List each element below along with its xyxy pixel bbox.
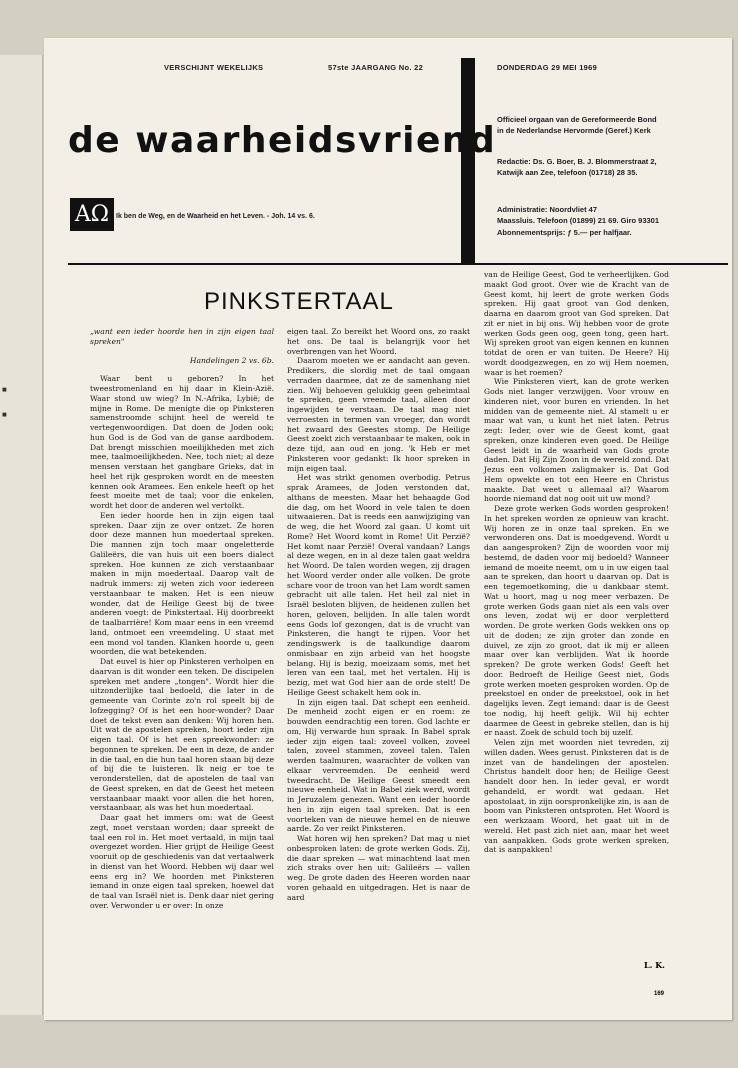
article-quote: „want een ieder hoorde hen in zijn eigen taal spreken" bbox=[90, 327, 274, 346]
paragraph: In zijn eigen taal. Dat schept een eenheid. De menheid zocht eigen er en roem: ze bouwden eendrachtig een toren. God lachte er om, Hij verwarde hun spraak. In Babel sprak ieder zijn eigen taal: zoveel volken, zoveel talen, zoveel stammen, zoveel talen. Talen werden taalmuren, waarachter de volken van elkaar vervreemden. De eenheid werd tweedracht. De Heilige Geest smeedt een nieuwe eenheid. Wat in Babel ziek werd, wordt in Jeruzalem genezen. Want een ieder hoorde hen in zijn eigen taal spreken. Dat is een voorteken van de nieuwe hemel en de nieuwe aarde. Zo ver reikt Pinksteren. bbox=[287, 697, 470, 834]
paragraph: Wat horen wij hen spreken? Dat mag u niet onbesproken laten: de grote werken Gods. Zij, die daar spreken — wat minachtend laat men zich straks over hen uit: Galileërs — vallen weg. De grote daden des Heeren worden naar voren gehaald en uitgedragen. Het is naar de aard bbox=[287, 834, 470, 902]
paragraph: van de Heilige Geest, God te verheerlijken. God maakt God groot. Over wie de Kracht van de Geest komt, hij leert de grote werken Gods spreken. Hij gaat groot van God denken, daarna en daarom groot van God spreken. Dat zit er niet in bij ons. Wij hebben voor de grote werken Gods geen oog, geen tong, geen hart. Wij spreken groot van eigen kennen en kunnen totdat de oren er van tuiten. De Heere? Hij wordt doodgezwegen, en zo wij Hem noemen, waar is het roemen? bbox=[484, 270, 669, 377]
paragraph: Het was strikt genomen overbodig. Petrus sprak Aramees, de Joden verstonden dat, althans de meesten. Maar het behaagde God die dag, om het Woord in vele talen te doen uitwaaieren. Dat is reeds een aanwijziging van de weg, die het Woord zal gaan. U komt uit Rome? Het Woord komt in Rome! Uit Perzië? Het komt naar Perzië! Overal vandaan? Langs al deze wegen, en in al deze talen gaat weldra het Woord. De talen worden wegen, zij dragen het Woord verder onder alle volken. De grote schare voor de troon van het Lam wordt samen gebracht uit alle talen. Het heil zal niet in Israël besloten blijven, de heidenen zullen het horen, geloven, belijden. In alle talen wordt eens Gods lof gezongen, dat is de vrucht van Pinksteren, die hangt te rijpen. Voor het zendingswerk is de taalkundige daarom onmisbaar en zijn arbeid van het hoogste belang. Hij is bezig, moeizaam soms, met het leren van een taal, met het vertalen. Hij is bezig, met wat God hier aan de orde stelt! De Heilige Geest schakelt hem ook in. bbox=[287, 473, 470, 697]
article-column-1 bbox=[90, 327, 274, 911]
article-column-2 bbox=[287, 327, 470, 902]
margin-mark: ■ bbox=[2, 385, 7, 394]
organ-info: Officieel orgaan van de Gereformeerde Bond in de Nederlandse Hervormde (Geref.) Kerk bbox=[497, 115, 657, 136]
admin-info: Administratie: Noordvliet 47 Maassluis. Telefoon (01899) 21 69. Giro 93301 Abonnementsprijs: ƒ 5.— per halfjaar. bbox=[497, 205, 660, 237]
page-number: 169 bbox=[654, 991, 665, 997]
masthead-motto: Ik ben de Weg, en de Waarheid en het Leven. - Joh. 14 vs. 6. bbox=[116, 213, 315, 220]
paragraph: Deze grote werken Gods worden gesproken! In het spreken worden ze opnieuw van kracht. Wij horen ze in onze taal spreken. En we verwonderen ons. Dat is moedgevend. Wordt u dan aangesproken? Zijn de woorden voor mij bestemd, de daden voor mij bedoeld? Wanneer iemand de moeite neemt, om u in uw eigen taal aan te spreken, dan hoort u daarvan op. Dat is een tegemoetkoming, die u dankbaar stemt. Wat u hoort, mag u nog meer verbazen. De grote werken Gods gaan niet als een vals over ons leven, zodat wij er door verpletterd worden. De grote werken Gods wekken ons op uit de doden; ze zijn groter dan zonde en duivel, ze zijn zo groot, dat ik mij er alleen maar over kan verblijden. Wat ik hoorde spreken? De grote werken Gods! Geeft het door. Bedroeft de Heilige Geest niet, Gods grote werken moeten gesproken worden. Op de preekstoel en onder de preekstoel, ook in het dagelijks leven. Zegt iemand: daar is de Geest toe nodig, hij heeft gelijk. Wil hij echter daarmee de Geest in gebreke stellen, dan is hij er naast. Zoek de schuld toch bij uzelf. bbox=[484, 504, 669, 738]
paragraph: Daarom moeten we er aandacht aan geven. Predikers, die slordig met de taal omgaan verraden daarmee, dat ze de samenhang niet zien. Wij behoeven gelukkig geen geheimtaal te spreken, geen vreemde taal, alleen door ingewijden te verstaan. De taal mag niet verroesten in termen van vroeger, dan wordt het zwaard des Geestes stomp. De Heilige Geest zoekt zich verstaanbaar te maken, ook in deze tijd, aan oud en jong. 'k Heb er met Pinksteren voor gedankt: Ik hoor spreken in mijn eigen taal. bbox=[287, 356, 470, 473]
article-column-3 bbox=[484, 270, 669, 855]
paragraph: Wie Pinksteren viert, kan de grote werken Gods niet langer verzwijgen. Voor vrouw en kinderen niet, voor buren en vrienden. In het midden van de gemeente niet. Al stamelt u er maar wat van, u kunt het niet laten. Petrus zegt: Ieder, over wie de Geest komt, gaat spreken, onze kinderen even goed. De Heilige Geest leidt in de waarheid van Gods grote daden. Dat Hij Zijn Zoon in de wereld zond. Dat Jezus een volkomen zaligmaker is. Dat God Hem opwekte en tot een Heere en Christus maakte. Dat weet u allemaal al? Waarom hoorde niemand dat nog ooit uit uw mond? bbox=[484, 377, 669, 504]
volume-label: 57ste JAARGANG No. 22 bbox=[328, 63, 424, 72]
header-rule bbox=[68, 263, 728, 265]
paragraph: Velen zijn met woorden niet tevreden, zij willen daden. Wees gerust. Pinksteren dat is de inzet van de handelingen der apostelen. Christus handelt door hen; de Heilige Geest handelt door hen. In ieder geval, er wordt gehandeld, er wordt wat gedaan. Het apostolaat, in zijn oorspronkelijke zin, is aan de boom van Pinksteren ontsproten. Het Woord is een werkzaam Woord, het gaat uit in de wereld. Het past zich niet aan, maar het weet van aanpakken. Gods grote werken spreken, dat is aanpakken! bbox=[484, 738, 669, 855]
paragraph: Dat euvel is hier op Pinksteren verholpen en daarvan is dit wonder een teken. De discipelen spreken met andere „tongen". Wordt hier die uitzonderlijke taal bedoeld, die later in de gemeente van Corinte zo'n rol speelt bij de lofzegging? Of is het een hoor-wonder? Daar doet de tekst even aan denken: Wij horen hen. Uit wat de apostelen spreken, hoort ieder zijn eigen taal. Of is het een spreekwonder: ze begonnen te spreken. De een in deze, de ander in die taal, en die hun taal horen staan bij deze of bij die te luisteren. Ik neig er toe te veronderstellen, dat de apostelen de taal van de Geest spreken, en dat de Geest het meteen verstaanbaar maakt voor allen die het horen, verstaanbaar, als was het hun moedertaal. bbox=[90, 657, 274, 813]
author-signature: L. K. bbox=[644, 960, 665, 970]
paragraph: Daar gaat het immers om: wat de Geest zegt, moet verstaan worden; daar spreekt de taal een rol in. Het moet vertaald, in mijn taal overgezet worden. Hier grijpt de Heilige Geest vooruit op de geschiedenis van dat vertaalwerk in dienst van het Woord. Hebben wij daar wel eens erg in? We hoorden met Pinksteren iemand in onze eigen taal spreken, hoewel dat de taal van Israël niet is. Denk daar niet gering over. Verwonder u er over: In onze bbox=[90, 813, 274, 910]
quote-reference: Handelingen 2 vs. 6b. bbox=[189, 355, 274, 365]
paragraph: Een ieder hoorde hen in zijn eigen taal spreken. Daar zijn ze over ontzet. Ze horen door deze mannen hun moedertaal spreken. Die mannen zijn toch maar ongeletterde Galileërs, die van huis uit een boers dialect spreken. Hoe kunnen ze zich verstaanbaar maken in mijn moedertaal. Daarop valt de nadruk immers: zij weten zich voor iedereen verstaanbaar te maken. Het is een nieuw wonder, dat de Heilige Geest bij de twee anderen voegt: de Pinkstertaal. Hij doorbreekt de taalbarrière! Kom maar eens in een vreemd land, ontmoet een vreemdeling. U staat met een mond vol tanden. Klanken hoorde u, geen woorden, die wat betekenden. bbox=[90, 510, 274, 657]
margin-mark: ■ bbox=[2, 410, 7, 419]
masthead-title: de waarheidsvriend bbox=[68, 120, 497, 161]
issue-date: DONDERDAG 29 MEI 1969 bbox=[497, 63, 598, 72]
paragraph: eigen taal. Zo bereikt het Woord ons, zo raakt het ons. De taal is belangrijk voor het overbrengen van het Woord. bbox=[287, 327, 470, 356]
alpha-omega-logo-icon: AΩ bbox=[70, 198, 114, 231]
previous-page-edge bbox=[0, 55, 43, 1015]
paragraph: Waar bent u geboren? In het tweestromenland en hij daar in Klein-Azië. Waar stond uw wieg? In N.-Afrika, Lybië; de mijne in Rome. De menigte die op Pinksteren samenstroomde schijnt heel de wereld te vertegenwoordigen. Dat doen de Joden ook; hun God is de God van de ganse aardbodem. Dat brengt misschien moeilijkheden met zich mee, taalmoeilijkheden. Nee, toch niet; al deze mensen verstaan het gangbare Grieks, dat in heel het rijk gesproken wordt en de meesten kennen ook Aramees. Een enkele heeft op het feest moeite met de taal; voor die enkelen, wordt het door de anderen wel vertolkt. bbox=[90, 374, 274, 510]
newspaper-page bbox=[44, 38, 732, 1020]
editor-info: Redactie: Ds. G. Boer, B. J. Blommerstraat 2, Katwijk aan Zee, telefoon (01718) 28 35. bbox=[497, 157, 657, 178]
frequency-label: VERSCHIJNT WEKELIJKS bbox=[164, 63, 264, 72]
article-headline: PINKSTERTAAL bbox=[204, 288, 394, 315]
